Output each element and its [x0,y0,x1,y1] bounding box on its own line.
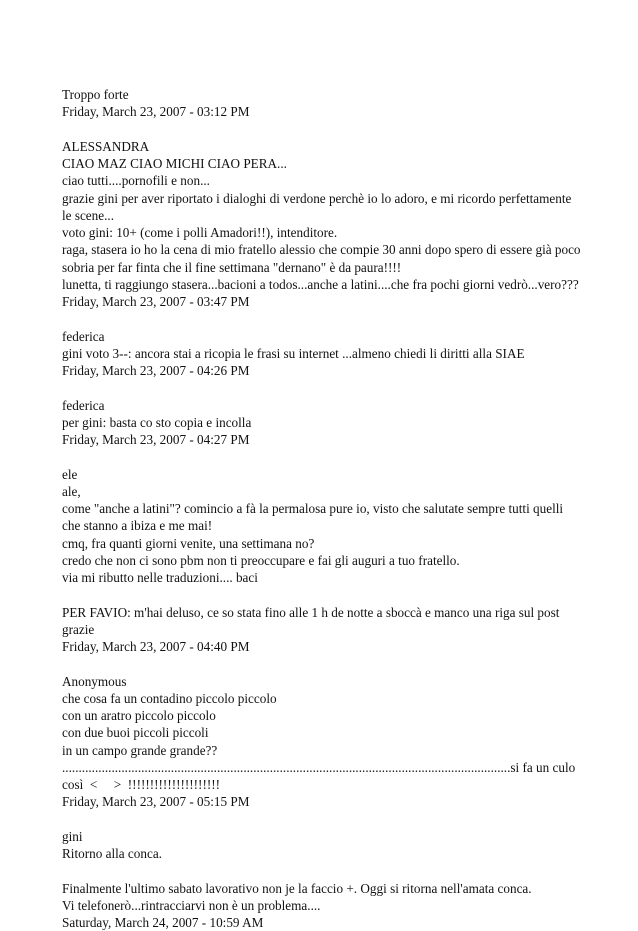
comment-line: che cosa fa un contadino piccolo piccolo [62,690,277,706]
comment-line: cmq, fra quanti giorni venite, una settimana no? [62,535,315,551]
comment-line: per gini: basta co sto copia e incolla [62,414,252,430]
comment-author: federica [62,397,105,413]
spacer [62,811,582,828]
comment-line: gini voto 3--: ancora stai a ricopia le frasi su internet ...almeno chiedi li diritti alla SIAE [62,345,525,361]
comment-line: lunetta, ti raggiungo stasera...bacioni a todos...anche a latini....che fra pochi giorni vedrò...vero??? [62,276,579,292]
comment-line: con un aratro piccolo piccolo [62,708,216,723]
comment-thread [62,86,582,931]
comment-line: ale, [62,483,81,499]
spacer [62,121,582,138]
comment-line: raga, stasera io ho la cena di mio fratello alessio che compie 30 anni dopo spero di essere già poco sobria per far finta che il fine settimana "dernano" è da paura!!!! [62,242,581,275]
comment-line: come "anche a latini"? comincio a fà la permalosa pure io, visto che salutate sempre tutti quelli che stanno a ibiza e me mai! [62,501,564,534]
comment-line: ........................................................................................................................................si fa un culo così < > !!!!!!!!!!!!!!!!!!!!! [62,759,579,792]
comment-entry [62,86,582,121]
comment-timestamp: Friday, March 23, 2007 - 05:15 PM [62,794,250,810]
spacer [62,586,582,603]
comment-entry [62,466,582,656]
spacer [62,448,582,465]
comment-entry [62,673,582,811]
spacer [62,862,582,879]
comment-timestamp: Friday, March 23, 2007 - 04:40 PM [62,639,250,654]
comment-author: Anonymous [62,673,127,689]
comment-timestamp: Friday, March 23, 2007 - 03:12 PM [62,104,250,120]
comment-entry [62,138,582,311]
comment-timestamp: Friday, March 23, 2007 - 04:27 PM [62,432,250,447]
comment-entry [62,397,582,449]
comment-entry [62,828,582,931]
comment-line: in un campo grande grande?? [62,742,218,758]
comment-line: voto gini: 10+ (come i polli Amadori!!), intenditore. [62,225,338,240]
comment-author: ALESSANDRA [62,138,150,154]
comment-author: federica [62,328,105,344]
comment-line: CIAO MAZ CIAO MICHI CIAO PERA... [62,156,287,171]
comment-author: ele [62,466,78,482]
comment-entry [62,328,582,380]
comment-line: credo che non ci sono pbm non ti preoccupare e fai gli auguri a tuo fratello. [62,552,460,568]
spacer [62,379,582,396]
spacer [62,655,582,672]
comment-line: Vi telefonerò...rintracciarvi non è un problema.... [62,897,321,913]
comment-line: Finalmente l'ultimo sabato lavorativo non je la faccio +. Oggi si ritorna nell'amata conca. [62,880,532,896]
comment-line: con due buoi piccoli piccoli [62,725,209,741]
comment-timestamp: Saturday, March 24, 2007 - 10:59 AM [62,915,264,930]
comment-timestamp: Friday, March 23, 2007 - 04:26 PM [62,363,250,378]
comment-line: grazie gini per aver riportato i dialoghi di verdone perchè io lo adoro, e mi ricordo perfettamente le scene... [62,190,572,223]
comment-line: PER FAVIO: m'hai deluso, ce so stata fino alle 1 h de notte a sboccà e manco una riga sul post grazie [62,604,560,637]
comment-author: Troppo forte [62,87,129,102]
comment-author: gini [62,828,83,844]
comment-line: via mi ributto nelle traduzioni.... baci [62,570,258,585]
comment-line: Ritorno alla conca. [62,846,162,861]
spacer [62,310,582,327]
comment-timestamp: Friday, March 23, 2007 - 03:47 PM [62,294,250,309]
comment-line: ciao tutti....pornofili e non... [62,173,210,189]
